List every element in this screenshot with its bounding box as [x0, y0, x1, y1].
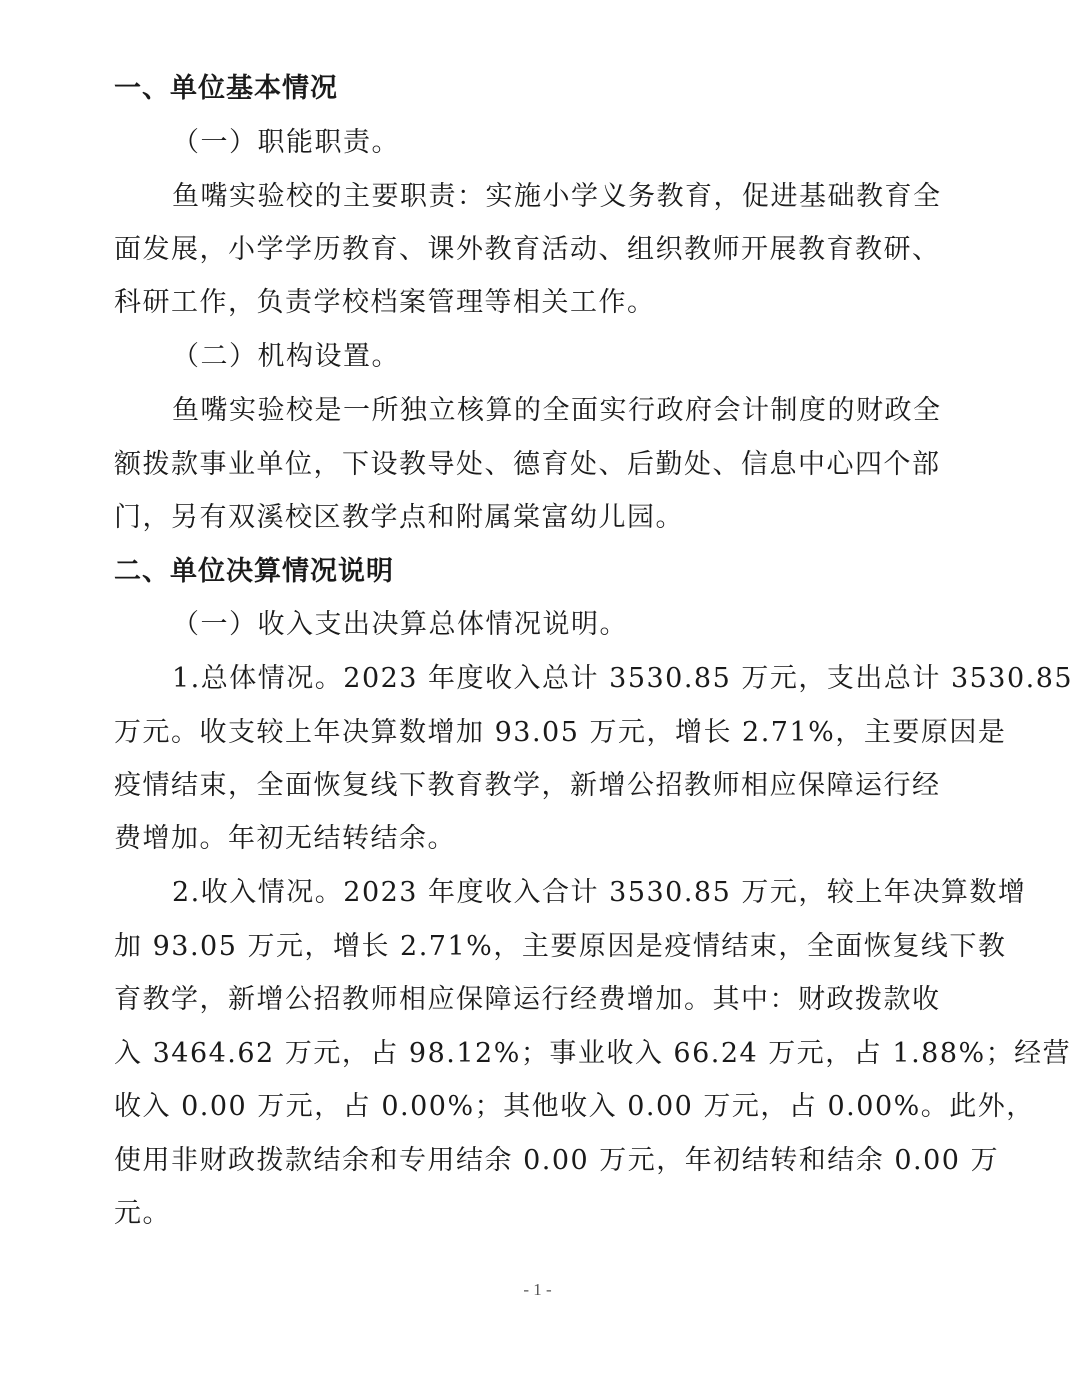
paragraph-line: 元。	[114, 1198, 171, 1229]
paragraph-line: 2.收入情况。2023 年度收入合计 3530.85 万元，较上年决算数增	[172, 877, 1027, 908]
paragraph-line: 入 3464.62 万元，占 98.12%；事业收入 66.24 万元，占 1.88%；经营	[114, 1038, 1072, 1069]
paragraph-line: 额拨款事业单位，下设教导处、德育处、后勤处、信息中心四个部	[114, 449, 941, 480]
paragraph-line: 1.总体情况。2023 年度收入总计 3530.85 万元，支出总计 3530.85	[172, 663, 1074, 694]
subsection-heading-income-expense: （一）收入支出决算总体情况说明。	[172, 609, 628, 640]
paragraph-line: 使用非财政拨款结余和专用结余 0.00 万元，年初结转和结余 0.00 万	[114, 1145, 1000, 1176]
section-heading-basic-info: 一、单位基本情况	[114, 73, 338, 104]
paragraph-line: 万元。收支较上年决算数增加 93.05 万元，增长 2.71%，主要原因是	[114, 717, 1007, 748]
paragraph-line: 门，另有双溪校区教学点和附属棠富幼儿园。	[114, 502, 684, 533]
section-heading-final-accounts: 二、单位决算情况说明	[114, 556, 394, 587]
paragraph-line: 疫情结束，全面恢复线下教育教学，新增公招教师相应保障运行经	[114, 770, 941, 801]
paragraph-line: 收入 0.00 万元，占 0.00%；其他收入 0.00 万元，占 0.00%。此外，	[114, 1091, 1035, 1122]
paragraph-line: 费增加。年初无结转结余。	[114, 823, 456, 854]
paragraph-line: 鱼嘴实验校的主要职责：实施小学义务教育，促进基础教育全	[172, 181, 942, 212]
subsection-heading-duties: （一）职能职责。	[172, 127, 400, 158]
page-number: - 1 -	[523, 1280, 552, 1299]
paragraph-line: 面发展，小学学历教育、课外教育活动、组织教师开展教育教研、	[114, 234, 941, 265]
paragraph-line: 鱼嘴实验校是一所独立核算的全面实行政府会计制度的财政全	[172, 395, 942, 426]
paragraph-line: 加 93.05 万元，增长 2.71%，主要原因是疫情结束，全面恢复线下教	[114, 931, 1007, 962]
paragraph-line: 科研工作，负责学校档案管理等相关工作。	[114, 287, 656, 318]
paragraph-line: 育教学，新增公招教师相应保障运行经费增加。其中：财政拨款收	[114, 984, 941, 1015]
subsection-heading-structure: （二）机构设置。	[172, 341, 400, 372]
